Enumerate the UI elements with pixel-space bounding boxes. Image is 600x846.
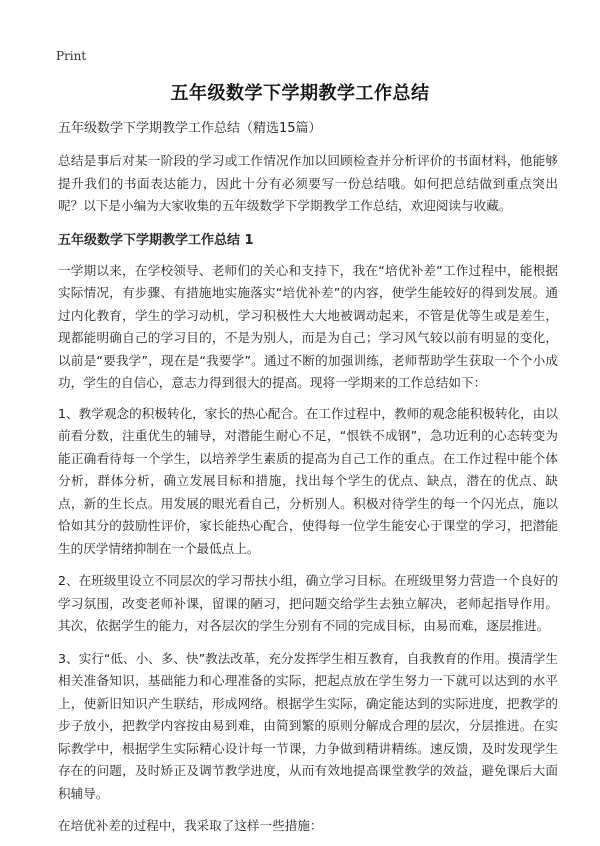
body-paragraph: 一学期以来，在学校领导、老师们的关心和支持下，我在“培优补差”工作过程中，能根据实际情况，有步骤、有措施地实施落实“培优补差”的内容，使学生能较好的得到发展。通过内化教育，学生的学习动机，学习积极性大大地被调动起来，不管是优等生或是差生，现都能明确自己的学习目的，不是为别人，而是为自己；学习风气较以前有明显的变化，以前是“要我学”，现在是“我要学”。通过不断的加强训练，老师帮助学生获取一个个小成功，学生的自信心，意志力得到很大的提高。现将一学期来的工作总结如下：: [58, 262, 558, 390]
intro-paragraph: 总结是事后对某一阶段的学习或工作情况作加以回顾检查并分析评价的书面材料，他能够提升我们的书面表达能力，因此十分有必须要写一份总结哦。如何把总结做到重点突出呢？以下是小编为大家收集的五年级数学下学期教学工作总结，欢迎阅读与收藏。: [58, 153, 558, 213]
section-heading: 五年级数学下学期教学工作总结 1: [58, 232, 254, 248]
page-title: 五年级数学下学期教学工作总结: [170, 83, 430, 104]
body-paragraph: 在培优补差的过程中，我采取了这样一些措施：: [58, 818, 323, 833]
document-body: [58, 120, 558, 846]
body-paragraph: 2、在班级里设立不同层次的学习帮扶小组，确立学习目标。在班级里努力营造一个良好的学习氛围，改变老师补课，留课的陋习，把问题交给学生去独立解决，老师起指导作用。其次，依据学生的能力，对各层次的学生分别有不同的完成目标，由易而难，逐层推进。: [58, 573, 558, 633]
print-link[interactable]: Print: [56, 49, 87, 63]
document-subtitle: 五年级数学下学期教学工作总结（精选15篇）: [58, 121, 322, 136]
body-paragraph: 1、教学观念的积极转化，家长的热心配合。在工作过程中，教师的观念能积极转化，由以前看分数，注重优生的辅导，对潜能生耐心不足，“恨铁不成钢”，急功近利的心态转变为能正确看待每一个学生，以培养学生素质的提高为自己工作的重点。在工作过程中能个体分析，群体分析，确立发展目标和措施，找出每个学生的优点、缺点，潜在的优点、缺点，新的生长点。用发展的眼光看自己，分析别人。积极对待学生的每一个闪光点，施以恰如其分的鼓励性评价，家长能热心配合，使得每一位学生能安心于课堂的学习，把潜能生的厌学情绪抑制在一个最低点上。: [58, 405, 558, 556]
body-paragraph: 3、实行“低、小、多、快”教法改革，充分发挥学生相互教育，自我教育的作用。摸清学生相关准备知识，基础能力和心理准备的实际，把起点放在学生努力一下就可以达到的水平上，使新旧知识产生联结，形成网络。根据学生实际，确定能达到的实际进度，把教学的步子放小，把教学内容按由易到难，由简到繁的原则分解成合理的层次，分层推进。在实际教学中，根据学生实际精心设计每一节课，力争做到精讲精练。速反馈，及时发现学生存在的问题，及时矫正及调节教学进度，从而有效地提高课堂教学的效益，避免课后大面积辅导。: [58, 650, 558, 801]
